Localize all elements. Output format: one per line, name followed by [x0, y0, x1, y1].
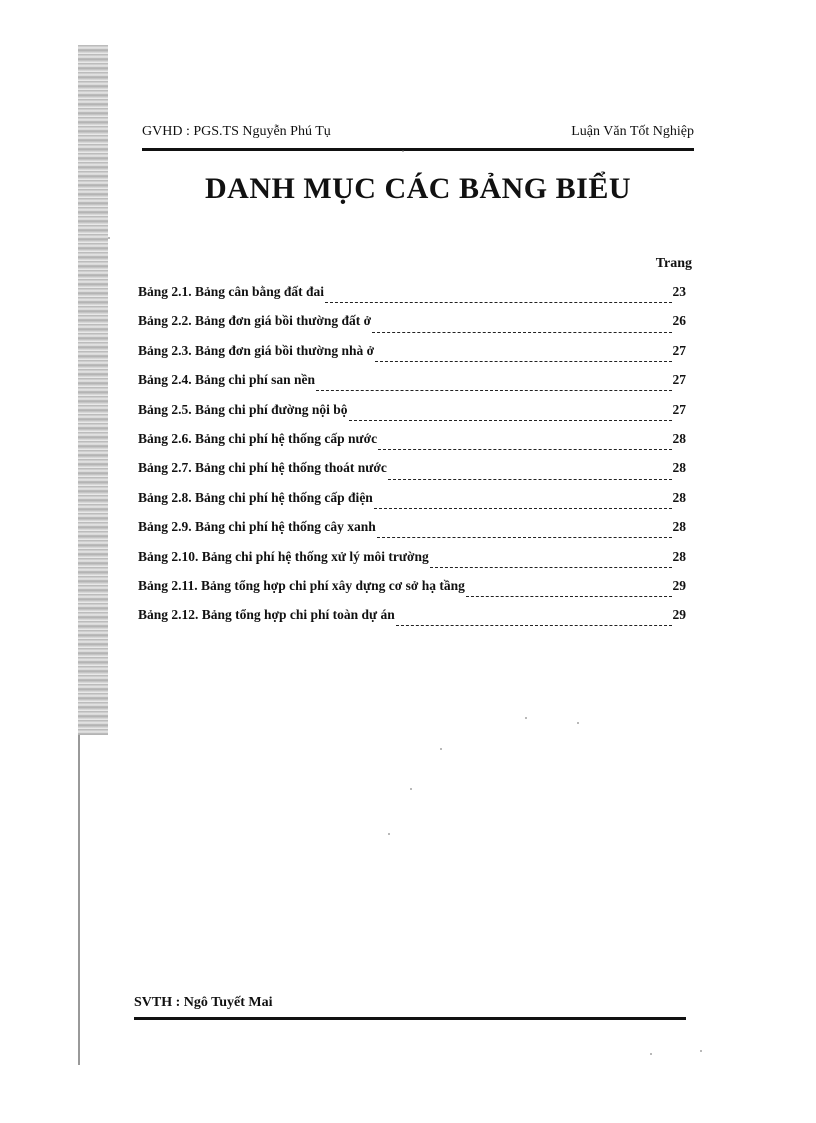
toc-entry-label: Bảng 2.10. Bảng chi phí hệ thống xử lý môi trường: [138, 548, 429, 564]
toc-entry-page: 28: [672, 430, 686, 446]
scan-speck: [108, 237, 110, 239]
toc-entry-label: Bảng 2.4. Bảng chi phí san nền: [138, 372, 316, 388]
toc-entry-page: 29: [672, 607, 686, 623]
dot-leader: [372, 324, 671, 333]
toc-entry-page: 28: [672, 460, 686, 476]
dot-leader: [430, 559, 672, 568]
dot-leader: [377, 529, 672, 538]
toc-entry-label: Bảng 2.5. Bảng chi phí đường nội bộ: [138, 401, 348, 417]
page-column-header: Trang: [655, 256, 692, 271]
toc-entry-label: Bảng 2.9. Bảng chi phí hệ thống cây xanh: [138, 519, 376, 535]
toc-entry-label: Bảng 2.1. Bảng cân bằng đất đai: [138, 284, 325, 299]
toc-entry: [138, 343, 686, 372]
toc-entry: [138, 490, 686, 519]
toc-entry-page: 28: [672, 548, 686, 564]
toc-entry: [138, 431, 686, 460]
dot-leader: [396, 617, 672, 626]
scan-speck: [410, 788, 412, 790]
dot-leader: [374, 500, 672, 509]
toc-entry: [138, 313, 686, 342]
page-title: DANH MỤC CÁC BẢNG BIỂU: [204, 172, 631, 205]
scan-edge-line: [78, 735, 80, 1065]
scan-speck: [388, 833, 390, 835]
toc-entry-page: 26: [672, 313, 686, 329]
toc-entry: [138, 549, 686, 578]
scan-speck: [525, 717, 527, 719]
toc-entry-label: Bảng 2.11. Bảng tổng hợp chi phí xây dựng cơ sở hạ tầng: [138, 577, 465, 593]
table-list: [138, 284, 686, 637]
toc-entry: [138, 607, 686, 636]
toc-entry-page: 23: [672, 284, 686, 299]
dot-leader: [378, 441, 671, 450]
dot-leader: [349, 412, 672, 421]
dot-leader: [316, 382, 671, 391]
toc-entry-page: 28: [672, 519, 686, 535]
dot-leader: [388, 471, 672, 480]
scan-speck: [700, 1050, 702, 1052]
toc-entry: [138, 402, 686, 431]
scan-binding-edge: [78, 45, 108, 735]
student-label: SVTH : Ngô Tuyết Mai: [134, 995, 273, 1010]
toc-entry-label: Bảng 2.12. Bảng tổng hợp chi phí toàn dự án: [138, 607, 395, 623]
advisor-label: GVHD : PGS.TS Nguyễn Phú Tụ: [142, 124, 331, 139]
toc-entry: [138, 519, 686, 548]
toc-entry-page: 29: [672, 577, 686, 593]
toc-entry-label: Bảng 2.2. Bảng đơn giá bồi thường đất ở: [138, 313, 372, 329]
toc-entry-label: Bảng 2.3. Bảng đơn giá bồi thường nhà ở: [138, 342, 375, 358]
toc-entry-page: 28: [672, 489, 686, 505]
toc-entry-label: Bảng 2.6. Bảng chi phí hệ thống cấp nước: [138, 430, 378, 446]
toc-entry-page: 27: [672, 401, 686, 417]
toc-entry: [138, 460, 686, 489]
scan-speck: [577, 722, 579, 724]
toc-entry: [138, 284, 686, 313]
page-header: [142, 124, 694, 151]
scan-speck: [440, 748, 442, 750]
page-footer: [134, 995, 686, 1020]
scan-speck: [650, 1053, 652, 1055]
toc-entry-page: 27: [672, 342, 686, 358]
toc-entry: [138, 578, 686, 607]
toc-entry-label: Bảng 2.8. Bảng chi phí hệ thống cấp điện: [138, 489, 373, 505]
dot-leader: [466, 588, 672, 597]
toc-entry-label: Bảng 2.7. Bảng chi phí hệ thống thoát nước: [138, 460, 387, 476]
toc-entry-page: 27: [672, 372, 686, 388]
scan-speck: [402, 150, 404, 152]
toc-entry: [138, 372, 686, 401]
dot-leader: [325, 294, 671, 303]
dot-leader: [375, 353, 671, 362]
thesis-label: Luận Văn Tốt Nghiệp: [571, 124, 694, 139]
